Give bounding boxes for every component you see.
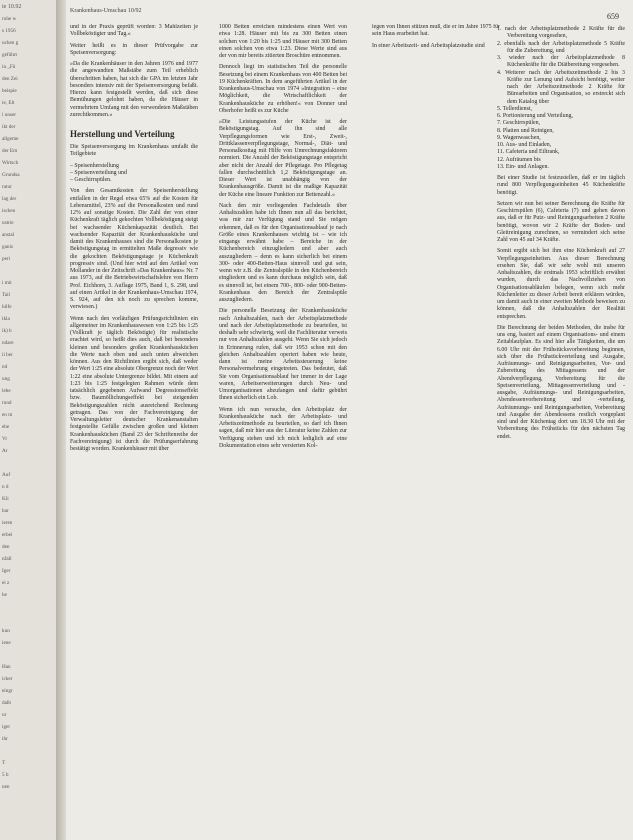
bullet-list <box>70 163 198 185</box>
paragraph: Somit ergibt sich bei ihm eine Küchenkraft auf 27 Verpflegungseinheiten. Aus dieser Berechnung ersehen Sie, daß wir sehr wohl mit unseren Anhaltszahlen, die erstmals 1953 schriftlich erwähnt wurden, durch das Nachvollziehen von Organisationsabläufen belegen, wenn sich mehr Küchenleiter zu dieser Arbeit bereit erklären würden, um damit auch in einer zweiten Methode beweisen zu können, daß die Anhaltszahlen der Realität entsprechen. <box>497 248 625 320</box>
left-page-fragment: in ,,Fü <box>2 64 16 70</box>
left-page-fragment: Kli <box>2 496 9 502</box>
paragraph: Weiter heißt es in dieser Prüfvorgabe zur Speisenversorgung: <box>70 42 198 56</box>
paragraph: Die personelle Besetzung der Krankenhausküche nach Anhaltszahlen, nach der Arbeitsplatzmethode und nach der Arbeitsplatzmethode zu beurteilen, ist deshalb sehr schwierig, weil die Fachliteratur verweis nur von Anhaltszahlen ausgeht. Wenn Sie sich jedoch in Erinnerung rufen, daß wir 1953 schon mit den gleichen Anhaltszahlen operiert haben wie heute, dann ist meine Arbeitssteuerung keine Personalvermehrung eingetreten. Das bedeutet, daß Sie vom Organisationsablauf her immer in der Lage waren, Arbeitserweiterungen durch Neu- und Umorganisationen abzufangen und dafür gebührt Ihnen sicherlich ein Lob. <box>219 308 347 402</box>
section-heading: Herstellung und Verteilung <box>70 129 175 139</box>
left-page-fragment: nfall <box>2 556 12 562</box>
left-page-fragment: n d <box>2 484 9 490</box>
paragraph: und in der Praxis geprüft worden: 3 Mahlzeiten je Vollbeköstigter und Tag.« <box>70 24 198 38</box>
left-page-fragment: ebe <box>2 424 10 430</box>
paragraph: Nach den mir vorliegenden Fachdetails über Anhaltszahlen habe ich Ihnen nun all das berichtet, was mir zur Verfügung stand und Sie mögen erkennen, daß es für den Organisationsablauf je nach Größe eines Krankenhauses wichtig ist – wie ich eingangs erwähnt habe – Bereiche in der Küchenbereich einzugliedern und aber auch auszugliedern – denn es kann sicherlich bei einem 300- oder 400-Betten-Haus sinnvoll und gut sein, wenn wir z.B. die Zentralspüle in den Küchenbereich eingliedern und es kann durchaus möglich sein, daß es sinnvoll ist, bei einem 700-, 800- oder 900-Betten-Krankenhaus den Bereich der Zentralspüle auszugliedern. <box>219 202 347 303</box>
list-item: 5. Tellerdienst, <box>497 105 532 112</box>
left-page-fragment: ruhe w <box>2 16 17 22</box>
left-page-fragment: den <box>2 544 10 550</box>
left-page-edge <box>0 0 58 840</box>
left-page-fragment: Vr <box>2 436 8 442</box>
list-item: – Speisenherstellung <box>70 162 119 169</box>
paragraph: Wenn ich nun versuche, den Arbeitsplatz der Krankenhausküche nach der Arbeitsplatz- und Arbeitszeitmethode zu beurteilen, so darf ich Ihnen sagen, daß mir hier aus der Literatur keine Zahlen zur Verfügung stehen und ich mich lediglich auf eine Dokumentation eines sehr versierten Kol- <box>219 406 347 449</box>
text-column-1 <box>70 24 198 457</box>
list-item: – Geschirrspülen. <box>70 177 112 183</box>
text-column-4 <box>497 24 625 445</box>
paragraph: Die Speisenversorgung im Krankenhaus umfaßt die Teilgebiete <box>70 144 198 158</box>
left-page-fragment: nen <box>2 784 10 790</box>
left-page-fragment: Ar <box>2 448 8 454</box>
left-page-fragment: hilfe <box>2 304 12 310</box>
list-item: 4. Weiterer nach der Arbeitszeitmethode 2 bis 3 Kräfte zur Lenung und Aufsicht benötigt, weiter nach der Arbeitszeitmethode 2 Kräfte für Bürearbeiten und Organisation, so erstreckt sich dem Katalog über <box>497 69 625 105</box>
left-page-fragment: ihr <box>2 736 8 742</box>
left-page-fragment: den Zei <box>2 76 18 82</box>
left-page-fragment: Tail <box>2 292 10 298</box>
left-page-fragment: anstal <box>2 232 15 238</box>
left-page-fragment: dalb <box>2 700 11 706</box>
left-page-fragment: ie, Elt <box>2 100 15 106</box>
left-page-fragment: ii ber <box>2 352 13 358</box>
left-page-fragment: Auf <box>2 472 11 478</box>
list-item: – Speisenverteilung und <box>70 169 127 176</box>
left-page-fragment: der Em <box>2 148 18 154</box>
paragraph: »Da die Krankenhäuser in den Jahren 1976 und 1977 die angewandten Maßstäbe zum Teil erheblich überschritten haben, hat sich die GPA im letzten Jahr besonders intensiv mit der Speisenversorgung befaßt. Hierzu kann festgestellt werden, daß sich diese Bemühungen gelohnt haben, da die Häuser in vermehrtem Umfang mit den verwendeten Maßstäben zurechtkommen.« <box>70 61 198 118</box>
paragraph: Bei einer Studie ist festzustellen, daß er im täglich rund 800 Verpflegungseinheiten 45 Küchenkräfte benötigt. <box>497 175 625 196</box>
left-page-fragment: ganis <box>2 244 13 250</box>
left-page-fragment: erbei <box>2 532 13 538</box>
left-page-fragment: he <box>2 592 7 598</box>
list-item: 9. Wagenwaschen, <box>497 134 541 141</box>
left-page-fragment: ikla <box>2 316 10 322</box>
paragraph: Von den Gesamtkosten der Speisenherstellung entfallen in der Regel etwa 65% auf die Kosten für Lebensmittel, 23% auf die Personalkosten und rund 12% auf sonstige Kosten. Die Zahl der von einer Küchenkraft täglich gekochten Vollbeköstigung steigt bei wachsender Küchenkapazität deutlich. Bei wachsender Kapazität der Krankenhausküche und damit des Krankenhauses sind die Personalkosten je Beköstigungstag in ermittelten Maße degressiv wie die gekochten Beköstigungstage je Küchenkraft progressiv sind. (Und hier wird auf den Artikel von Mollander in der Zeitschrift »Das Krankenhaus« Nr. 7 aus 1973, auf die Betriebswirtschaftslehre von Herrn Prof. Eichhorn, 3. Auflage 1975, Band 1, S. 298, und auf einen Artikel in der Krankenhaus-Umschau 1974, S. 924, auf den ich noch zu sprechen komme, verwiesen.) <box>70 188 198 311</box>
list-item: 12. Aufräumen bis <box>497 156 541 163</box>
list-item: 3. wieder nach der Arbeitsplatzmethode 8 Küchenkräfte für die Diätbereitung vorgesehen. <box>497 55 625 69</box>
paragraph: 1000 Betten erreichen mindestens einen Wert von etwa 1:28. Häuser mit bis zu 300 Betten einen solchen von 1:20 bis 1:25 und Häuser mit 300 Betten einen solchen von etwa 1:23. Diese Werte sind aus der von mir bereits zitierten Broschüre entnommen. <box>219 24 347 59</box>
left-page-fragment: i unser <box>2 112 16 118</box>
list-item: 2. ebenfalls nach der Arbeitsplatzmethode 5 Kräfte für die Zubereitung, und <box>497 40 625 54</box>
paragraph: Wenn nach den vorläufigen Prüfungsrichtlinien ein allgemeiner im Krankenhauswesen von 1:25 bis 1:25 (Vollkraft je täglich Beköstigte) für realistische erachtet wird, so heißt dies auch, daß bei besonders kleinen und besonders großen Krankenhausküchen die Werte nach oben und auch unten abweichen können. Aus den Richtlinien ergibt sich, daß weder der Wert 1:25 eine absolute Obergrenze noch der Wert 1:22 eine absolute Untergrenze bildet. Mit einem auf 1:23 bis 1:25 festgelegten Rahmen würde dem tatsächlich gegebenen Aufwand Degressionseffekt bzw. Baumöllichungseffekt bei steigenden Beköstigungszahlen nicht ausreichend Rechnung getragen. Das von der Fachvereinigung der Verwaltungsleiter deutscher Krankenanstalten festgestellte Gefälle zwischen großen und kleinen Krankenhausküchen (Band 23 der Schriftenreihe der Fachvereinigung) ist durch die Prüfungserfahrung bestätigt worden. Krankenhäuser mit über <box>70 315 198 452</box>
left-page-fragment: lag der <box>2 196 17 202</box>
left-page-fragment: s 1956 <box>2 28 16 34</box>
text-column-3 <box>372 24 500 54</box>
numbered-list <box>497 26 625 171</box>
left-page-fragment: rund <box>2 400 12 406</box>
paragraph: legen von Ihnen stützen muß, die er im Jahre 1975 für sein Haus erarbeitet hat. <box>372 24 500 38</box>
left-page-fragment: T <box>2 760 6 766</box>
left-page-fragment: ratur <box>2 184 12 190</box>
book-gutter <box>56 0 66 840</box>
left-page-fragment: ieren <box>2 520 13 526</box>
left-page-fragment: Iger <box>2 568 11 574</box>
left-page-fragment: Grundsa <box>2 172 20 178</box>
list-item: 1. nach der Arbeitsplatzmethode 2 Kräfte für die Verbereitung vorgesehen, <box>497 26 625 40</box>
left-page-fragment: Han <box>2 664 11 670</box>
left-page-fragment: iene <box>2 640 11 646</box>
left-page-fragment: i mit <box>2 280 12 286</box>
text-column-2 <box>219 24 347 454</box>
left-page-fragment: ur <box>2 712 7 718</box>
paragraph: In einer Arbeitszeit- und Arbeitsplatzstudie sind <box>372 42 485 49</box>
left-page-fragment: uchen g <box>2 40 19 46</box>
left-page-fragment: eingr <box>2 688 13 694</box>
left-page-fragment: ei z <box>2 580 10 586</box>
left-page-fragment: peri <box>2 256 11 262</box>
left-page-fragment: kun <box>2 628 10 634</box>
page-number: 659 <box>607 12 619 21</box>
left-page-fragment: icker <box>2 676 13 682</box>
paragraph: Dennoch liegt im statistischen Teil die personelle Besetzung bei einem Krankenhaus von 400 Betten bei 19 Küchenkräften. In dem angeführten Artikel in der Krankenhaus-Umschau von 1974 »Integration – eine Möglichkeit, die Wirtschaftlichkeit der Krankenhausküche zu erhöhen!« von Donner und Oberhofer heißt es zur Küche <box>219 64 347 114</box>
left-page-fragment: nd <box>2 364 8 370</box>
left-page-fragment: ung <box>2 376 10 382</box>
paragraph: Die Berechnung der beiden Methoden, die insbe für uns eng, basiert auf einem Organisations- und einem Zeitablaufplan. Es sind hier alle Tätigkeiten, die um 6.00 Uhr mit der Frühstücksvorbereitung beginnen, sich über die Frühstückverteilung und Ausgabe, Aufräumungs- und Reinigungsarbeiten, Vor- und Zubereitung des Mittagessens und der Abendverpflegung, Vorbereitung für die Speisenverteilung, Mittagessenverteilung und -ausgabe, Aufräumungs- und Reinigungsarbeiten, Abendessenvorbereitung und -verteilung, Aufräumungs- und Reinigungsarbeiten, Vorbereitung und Ausgabe der Abendessens restlich vorgeplant sind und der Küchentag dort um 18.30 Uhr mit der Vorbereitung des Frühstücks für den nächsten Tag endet. <box>497 324 625 440</box>
left-page-fragment: ndare <box>2 340 14 346</box>
left-page-fragment: en m <box>2 412 13 418</box>
left-page-fragment: lehe <box>2 388 11 394</box>
list-item: 6. Portionierung und Verteilung, <box>497 113 573 119</box>
left-page-fragment: ischen <box>2 208 16 214</box>
list-item: 7. Geschirrspülen, <box>497 120 541 127</box>
list-item: 8. Platten und Reinigen, <box>497 127 554 134</box>
left-page-fragment: 5 b <box>2 772 9 778</box>
left-page-fragment: allgeme <box>2 136 19 142</box>
left-page-fragment: bar <box>2 508 9 514</box>
left-page-fragment: ustrie <box>2 220 14 226</box>
left-page-fragment: beispie <box>2 88 17 94</box>
left-page-fragment: iget <box>2 724 10 730</box>
list-item: 11. Cafeteria und Eiltrank, <box>497 149 560 156</box>
paragraph: »Die Leistungsstufen der Küche ist der Beköstigungstag. Auf ihn sind alle Verpflegungsformen wie Erst-, Zweit-, Drittklassenverpflegungstage, Normal-, Diät- und Personalkosttag mit Hilfe von Umrechnungsfaktoren normiert. Die Anzahl der Beköstigungstage entspricht aber nicht der Anzahl der Pflegetage. Pro Pflegetag fallen durchschnittlich 1,2 Beköstigungstage an. Dieser Wert ist unabhängig von der Krankenhausgröße. Damit ist die maßige Kapazität der Küche eine lineare Funktion zur Bettenzahl.« <box>219 119 347 198</box>
left-page-fragment: Wirtsch <box>2 160 19 166</box>
left-page-fragment: ikt der <box>2 124 16 130</box>
left-page-fragment: geführt <box>2 52 17 58</box>
list-item: 13. Ein- und Anlagen. <box>497 163 549 170</box>
paragraph: Setzen wir nun bei seiner Berechnung die Kräfte für Geschirrspülen (6), Cafeteria (7) und gehen davon aus, daß er für Putz- und Reinigungsarbeiten 2 Kräfte benötigt, wovon wir 2 Kräfte der Boden- und Gleitreinigung zurechnen, so vermindert sich seine Zahl von 45 auf 34 Kräfte. <box>497 200 625 243</box>
list-item: 10. Aus- und Einladen, <box>497 142 552 148</box>
running-head: Krankenhaus-Umschau 10/92 <box>70 8 142 14</box>
left-page-fragment: ik) b <box>2 328 12 334</box>
left-page-header: ie 10.92 <box>2 4 22 10</box>
